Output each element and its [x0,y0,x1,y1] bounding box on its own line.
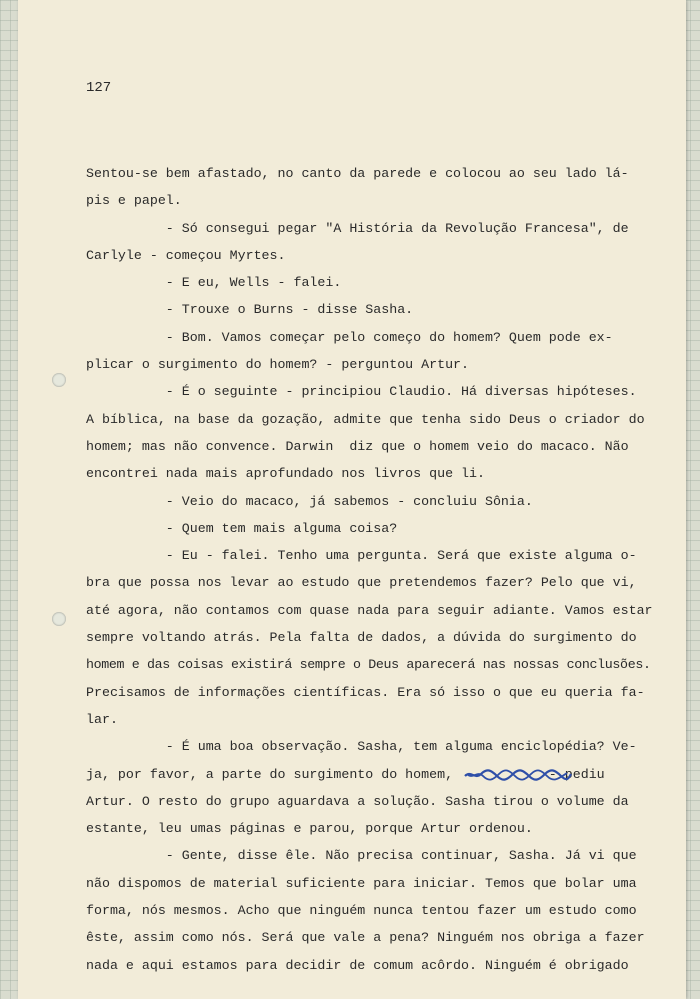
text-line: não dispomos de material suficiente para iniciar. Temos que bolar uma [86,875,637,891]
text-line: homem e das coisas existirá sempre o Deus aparecerá nas nossas conclusões. [86,657,651,673]
text-line: Precisamos de informações científicas. Era só isso o que eu queria fa- [86,684,645,700]
punch-hole [52,373,66,387]
text-line: lar. [86,711,118,727]
text-line: - Trouxe o Burns - disse Sasha. [86,302,414,318]
text-line: - E eu, Wells - falei. [86,275,342,291]
text-line: Carlyle - começou Myrtes. [86,247,286,263]
text-line: - Gente, disse êle. Não precisa continuar, Sasha. Já vi que [86,848,637,864]
text-line: - Veio do macaco, já sabemos - concluiu Sônia. [86,493,533,509]
punch-hole [52,612,66,626]
text-line: até agora, não contamos com quase nada para seguir adiante. Vamos estar [86,602,653,618]
text-line: sempre voltando atrás. Pela falta de dados, a dúvida do surgimento do [86,630,637,646]
pen-scribble [463,768,573,782]
text-line: - Eu - falei. Tenho uma pergunta. Será que existe alguma o- [86,548,637,564]
text-line: Sentou-se bem afastado, no canto da parede e colocou ao seu lado lá- [86,166,629,181]
text-line: Artur. O resto do grupo aguardava a solução. Sasha tirou o volume da [86,793,629,809]
page-number: 127 [86,80,112,96]
text-line: - É uma boa observação. Sasha, tem alguma enciclopédia? Ve- [86,739,637,755]
page-body [86,160,682,979]
text-line: nada e aqui estamos para decidir de comum acôrdo. Ninguém é obrigado [86,957,629,973]
text-line: bra que possa nos levar ao estudo que pretendemos fazer? Pelo que vi, [86,575,637,591]
text-line: A bíblica, na base da gozação, admite que tenha sido Deus o criador do [86,411,645,427]
text-line: - Quem tem mais alguma coisa? [86,520,398,536]
text-line: - Bom. Vamos começar pelo começo do homem? Quem pode ex- [86,329,613,345]
text-line: - Só consegui pegar "A História da Revolução Francesa", de [86,220,629,236]
text-line: forma, nós mesmos. Acho que ninguém nunca tentou fazer um estudo como [86,903,637,919]
text-line: estante, leu umas páginas e parou, porque Artur ordenou. [86,821,533,837]
text-line: encontrei nada mais aprofundado nos livros que li. [86,466,485,482]
text-line: - É o seguinte - principiou Claudio. Há diversas hipóteses. [86,384,637,400]
text-line: homem; mas não convence. Darwin diz que o homem veio do macaco. Não [86,438,629,454]
text-line: pis e papel. [86,193,182,209]
text-line: plicar o surgimento do homem? - perguntou Artur. [86,357,470,373]
text-line: êste, assim como nós. Será que vale a pena? Ninguém nos obriga a fazer [86,930,645,946]
text-line: ja, por favor, a parte do surgimento do homem, - pediu [86,766,605,782]
